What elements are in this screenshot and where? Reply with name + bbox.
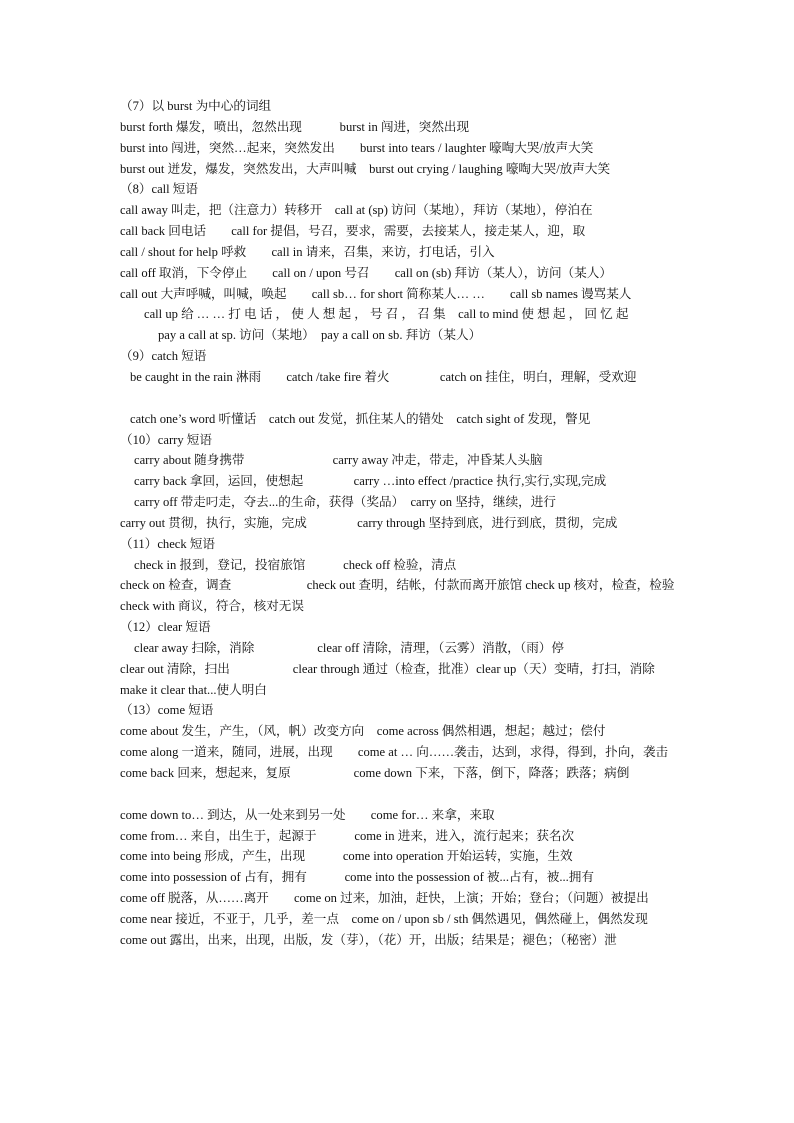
- phrase-line: carry back 拿回，运回，使想起 carry …into effect /practice 执行,实行,实现,完成: [134, 474, 607, 489]
- blank-line: [120, 388, 680, 409]
- phrase-line: clear away 扫除，消除 clear off 清除，清理，（云雾）消散，（雨）停: [134, 640, 564, 655]
- phrase-line: come off 脱落，从……离开 come on 过来，加油，赶快，上演；开始；登台；（问题）被提出: [120, 891, 649, 906]
- phrase-line: come down to… 到达，从一处来到另一处 come for… 来拿，来取: [120, 807, 495, 822]
- phrase-line: carry about 随身携带 carry away 冲走，带走，冲昏某人头脑: [134, 453, 543, 468]
- phrase-line: call out 大声呼喊，叫喊，唤起 call sb… for short 简称某人… … call sb names 谩骂某人: [120, 286, 632, 301]
- phrase-line: check in 报到，登记，投宿旅馆 check off 检验，清点: [134, 557, 457, 572]
- phrase-line: carry off 带走叼走，夺去...的生命，获得（奖品） carry on 坚持，继续，进行: [134, 495, 556, 510]
- phrase-line: pay a call at sp. 访问（某地） pay a call on sb. 拜访（某人）: [158, 328, 482, 343]
- section-heading-come: （13）come 短语: [120, 703, 214, 718]
- section-heading-clear: （12）clear 短语: [120, 620, 211, 635]
- phrase-line: come into being 形成，产生，出现 come into operation 开始运转，实施，生效: [120, 849, 573, 864]
- phrase-line: burst out 迸发，爆发，突然发出，大声叫喊 burst out crying / laughing 嚎啕大哭/放声大笑: [120, 161, 611, 176]
- phrase-line: call away 叫走，把（注意力）转移开 call at (sp) 访问（某地），拜访（某地），停泊在: [120, 203, 593, 218]
- section-heading-carry: （10）carry 短语: [120, 432, 212, 447]
- section-heading-burst: （7）以 burst 为中心的词组: [120, 99, 272, 113]
- phrase-line: call off 取消，下令停止 call on / upon 号召 call on (sb) 拜访（某人），访问（某人）: [120, 265, 612, 280]
- phrase-line: come back 回来，想起来，复原 come down 下来，下落，倒下，降落；跌落；病倒: [120, 766, 630, 780]
- phrase-line: come near 接近，不亚于，几乎，差一点 come on / upon sb / sth 偶然遇见，偶然碰上，偶然发现: [120, 911, 648, 926]
- phrase-line: carry out 贯彻，执行，实施，完成 carry through 坚持到底，进行到底，贯彻，完成: [120, 515, 618, 530]
- phrase-line: call / shout for help 呼救 call in 请来，召集，来访，打电话，引入: [120, 244, 495, 259]
- phrase-line: be caught in the rain 淋雨 catch /take fire 着火 catch on 挂住，明白，理解，受欢迎: [130, 369, 637, 384]
- section-heading-check: （11）check 短语: [120, 536, 216, 551]
- phrase-line: catch one’s word 听懂话 catch out 发觉，抓住某人的错处 catch sight of 发现，瞥见: [130, 411, 591, 426]
- blank-line: [120, 784, 680, 805]
- phrase-line: come about 发生，产生，（风，帆）改变方向 come across 偶然相遇，想起；越过；偿付: [120, 724, 606, 739]
- phrase-line: check on 检查，调查 check out 查明，结帐，付款而离开旅馆 check up 核对，检查，检验 check with 商议，符合，核对无误: [120, 578, 713, 614]
- phrase-line: burst into 闯进，突然…起来，突然发出 burst into tears / laughter 嚎啕大哭/放声大笑: [120, 140, 594, 155]
- phrase-line: come from… 来自，出生于，起源于 come in 进来，进入，流行起来；获名次: [120, 828, 575, 843]
- phrase-line: call up 给 … … 打 电 话 ， 使 人 想 起 ， 号 召 ， 召 集 call to mind 使 想 起 ， 回 忆 起: [144, 307, 629, 322]
- phrase-line: come into possession of 占有，拥有 come into the possession of 被...占有，被...拥有: [120, 870, 594, 885]
- section-heading-catch: （9）catch 短语: [120, 349, 207, 364]
- phrase-line: clear out 清除，扫出 clear through 通过（检查，批准）clear up（天）变晴，打扫，消除 make it clear that...使人明白: [120, 661, 693, 697]
- phrase-line: come out 露出，出来，出现，出版，发（芽），（花）开，出版；结果是；褪色；（秘密）泄: [120, 932, 617, 947]
- section-heading-call: （8）call 短语: [120, 182, 198, 197]
- document-page: [120, 96, 713, 951]
- phrase-line: burst forth 爆发，喷出，忽然出现 burst in 闯进，突然出现: [120, 119, 470, 134]
- phrase-line: call back 回电话 call for 提倡，号召，要求，需要，去接某人，接走某人，迎，取: [120, 224, 586, 239]
- phrase-line: come along 一道来，随同，进展，出现 come at … 向……袭击，达到，求得，得到，扑向，袭击: [120, 745, 669, 760]
